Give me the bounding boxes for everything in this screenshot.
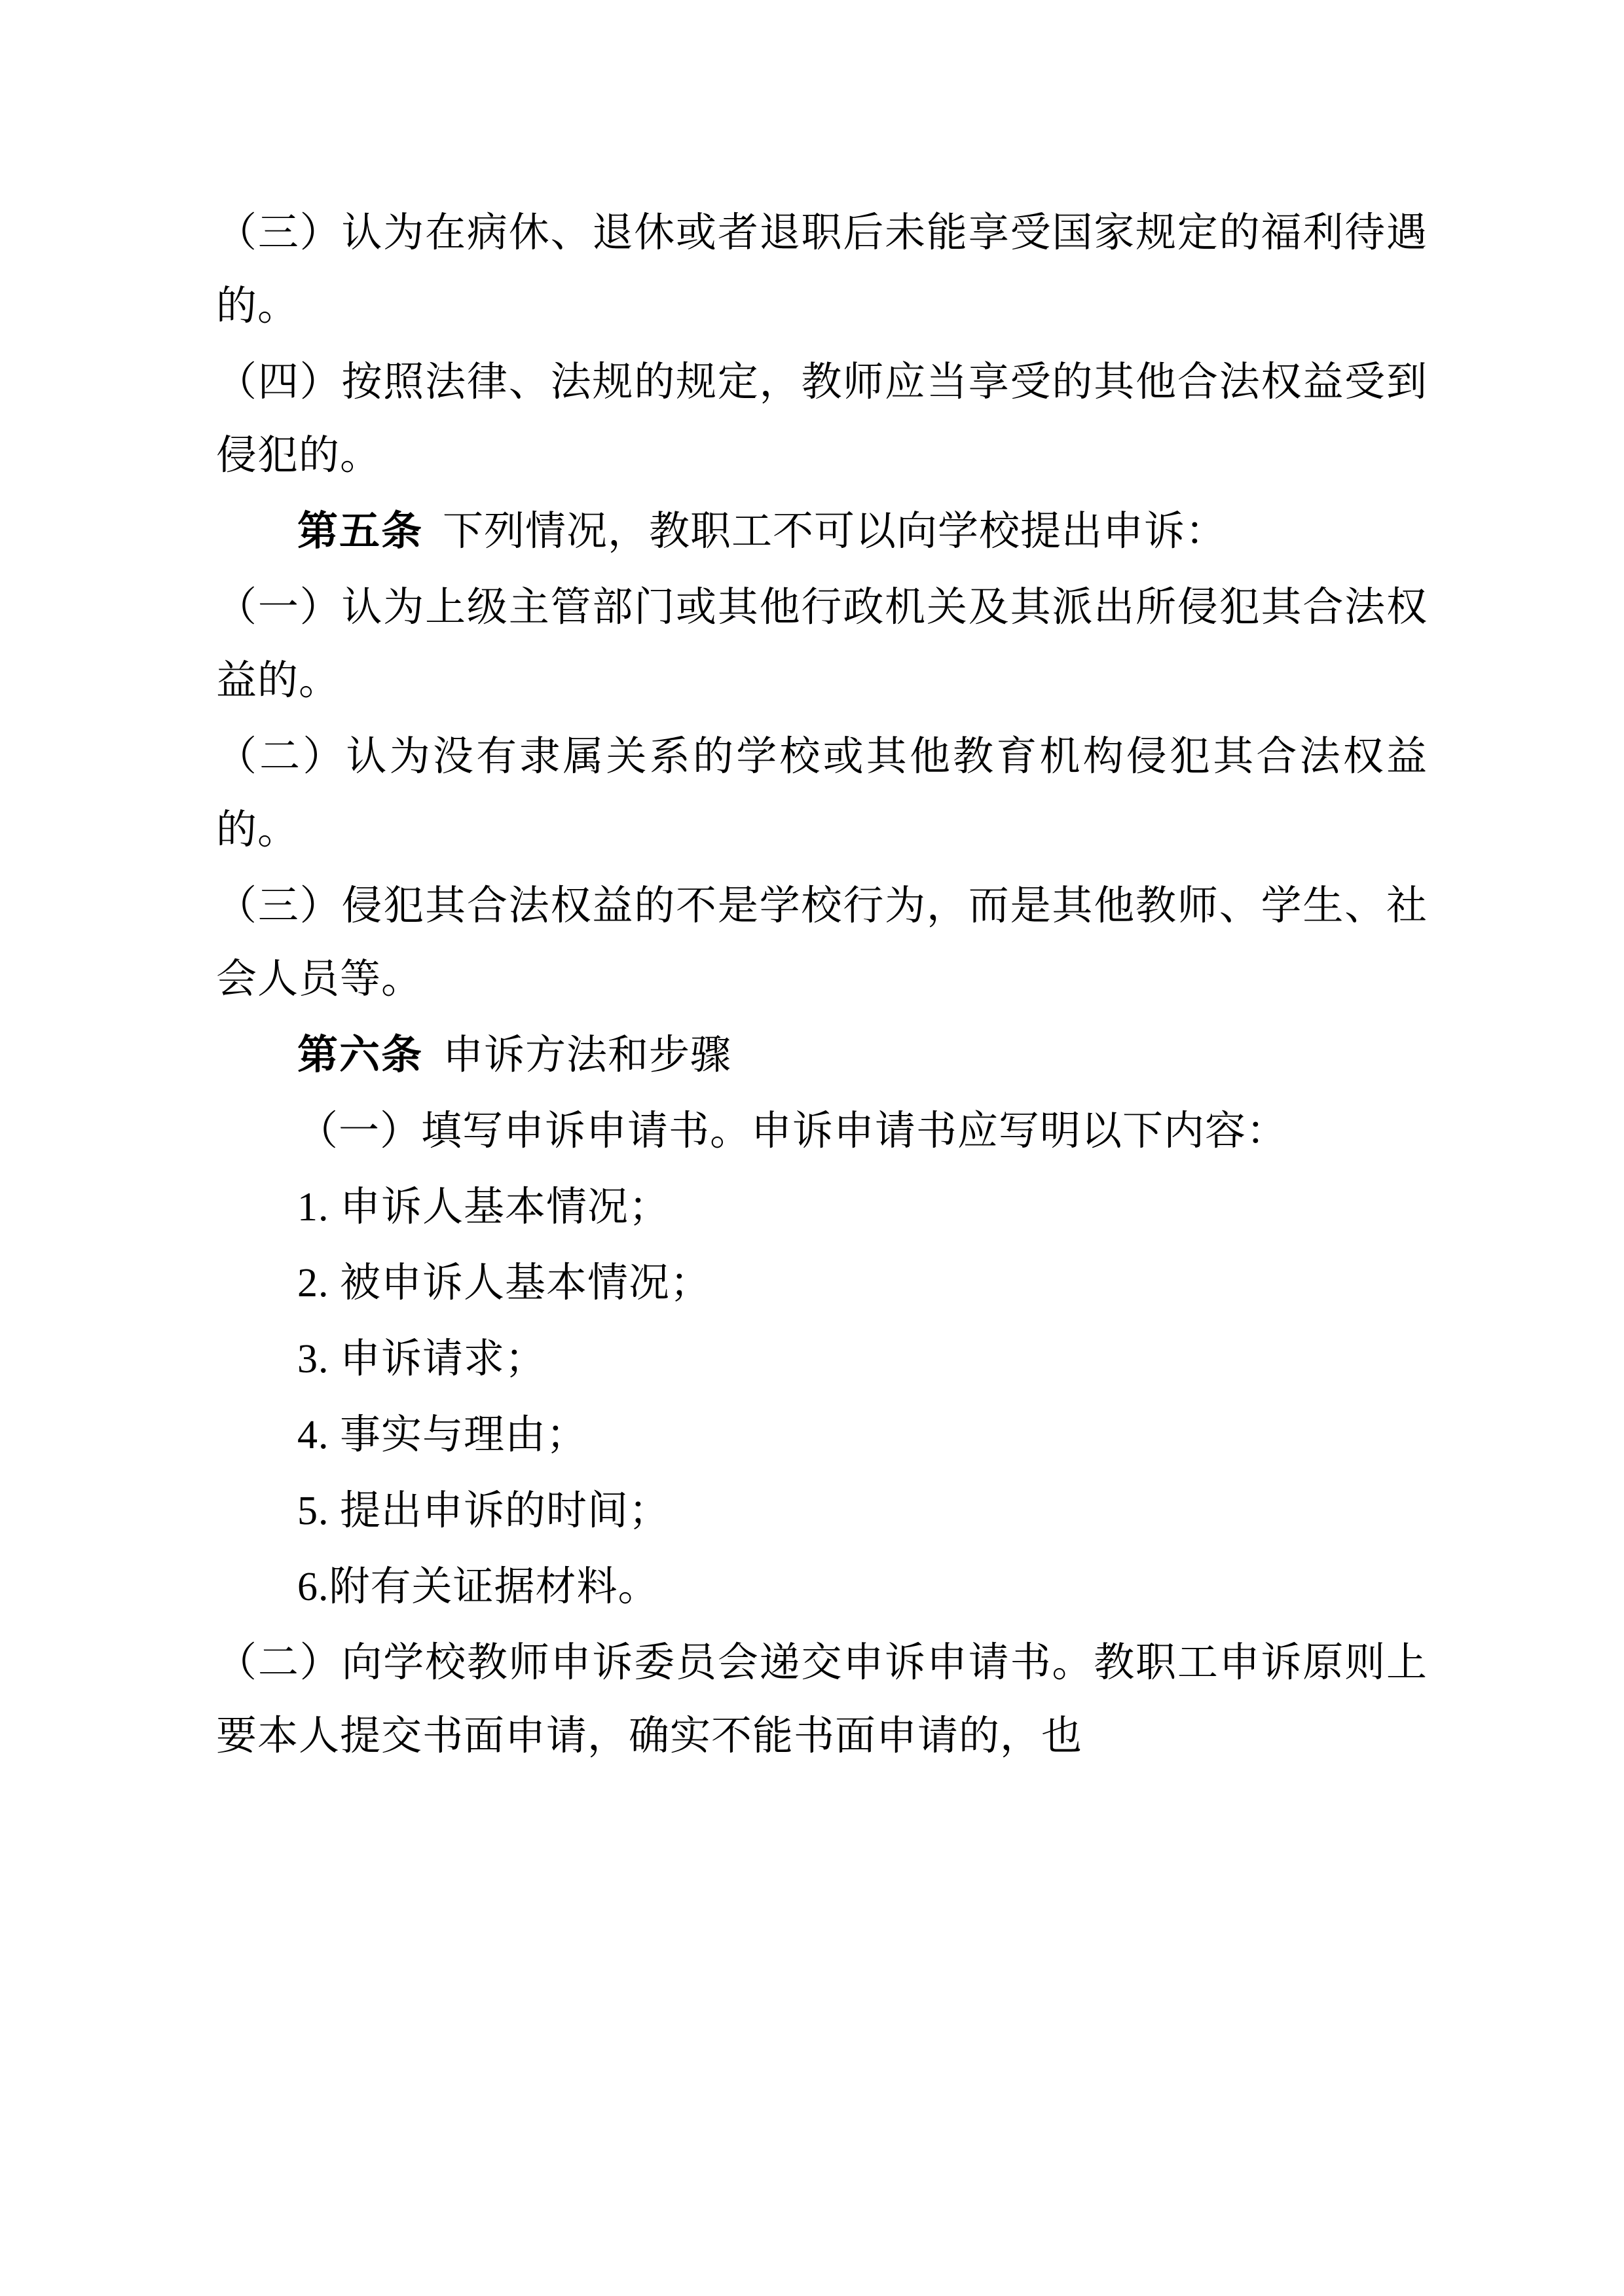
paragraph-item-1-procedure: （一）填写申诉申请书。申诉申请书应写明以下内容： — [297, 1109, 1288, 1154]
article-5-label: 第五条 — [297, 509, 424, 554]
paragraph-num-4: 4. 事实与理由； — [297, 1413, 588, 1457]
paragraph-num-5: 5. 提出申诉的时间； — [297, 1489, 671, 1533]
paragraph-article-6 — [216, 1019, 1428, 1092]
paragraph-item-2-no-appeal: （二）认为没有隶属关系的学校或其他教育机构侵犯其合法权益的。 — [216, 735, 1428, 852]
article-6-text: 申诉方法和步骤 — [443, 1033, 732, 1078]
paragraph-item-4-rights: （四）按照法律、法规的规定，教师应当享受的其他合法权益受到侵犯的。 — [216, 360, 1428, 478]
paragraph-article-5 — [216, 495, 1428, 568]
paragraph-item-3-no-appeal: （三）侵犯其合法权益的不是学校行为，而是其他教师、学生、社会人员等。 — [216, 884, 1428, 1002]
document-body — [216, 196, 1428, 1773]
paragraph-num-2: 2. 被申诉人基本情况； — [297, 1261, 712, 1305]
paragraph-item-2-procedure: （二）向学校教师申诉委员会递交申诉申请书。教职工申诉原则上要本人提交书面申请，确实不能书面申请的，也 — [216, 1641, 1428, 1758]
paragraph-num-6: 6.附有关证据材料。 — [297, 1565, 659, 1609]
article-5-text: 下列情况，教职工不可以向学校提出申诉： — [443, 509, 1227, 554]
paragraph-num-3: 3. 申诉请求； — [297, 1337, 547, 1381]
article-6-label: 第六条 — [297, 1033, 424, 1078]
paragraph-item-1-no-appeal: （一）认为上级主管部门或其他行政机关及其派出所侵犯其合法权益的。 — [216, 585, 1428, 703]
paragraph-item-3-rights: （三）认为在病休、退休或者退职后未能享受国家规定的福利待遇的。 — [216, 211, 1428, 329]
paragraph-num-1: 1. 申诉人基本情况； — [297, 1185, 671, 1230]
